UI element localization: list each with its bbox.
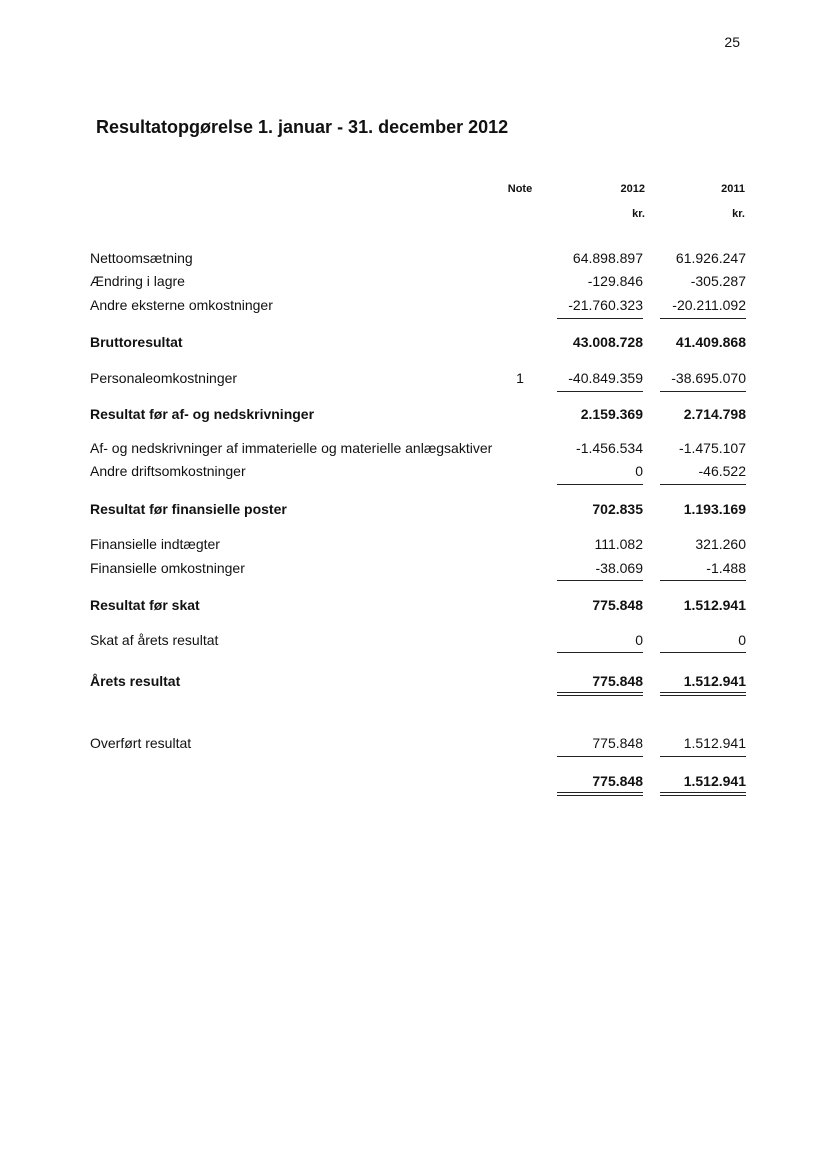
table-row-subtotal [0,597,825,619]
table-row-subtotal [0,334,825,356]
row-label: Finansielle indtægter [90,536,220,552]
subtotal-line [660,484,746,485]
total-double-line [660,795,746,796]
value-2011: 41.409.868 [675,334,746,350]
subtotal-line [660,652,746,653]
row-label: Nettoomsætning [90,250,193,266]
value-2012: 111.082 [594,536,643,552]
subtotal-line [660,391,746,392]
row-label: Årets resultat [90,673,181,689]
subtotal-line [557,391,643,392]
value-2012: -38.069 [595,560,643,576]
row-label: Finansielle omkostninger [90,560,245,576]
value-2011: -38.695.070 [671,370,746,386]
table-row [0,273,825,295]
total-double-line [557,795,643,796]
value-2011: 1.512.941 [683,735,746,751]
table-row [0,250,825,272]
value-2012: 64.898.897 [572,250,643,266]
row-label: Andre eksterne omkostninger [90,297,273,313]
note-reference: 1 [516,370,524,386]
table-row [0,560,825,582]
row-label: Ændring i lagre [90,273,185,289]
row-label: Overført resultat [90,735,192,751]
table-row [0,536,825,558]
subtotal-line [660,580,746,581]
row-label: Bruttoresultat [90,334,183,350]
row-label: Af- og nedskrivninger af immaterielle og materielle anlægsaktiver [90,440,493,456]
row-label: Resultat før skat [90,597,200,613]
value-2012: 775.848 [592,735,643,751]
value-2011: 2.714.798 [683,406,746,422]
total-double-line [660,695,746,696]
value-2012: -21.760.323 [568,297,643,313]
column-unit-2012: kr. [632,208,645,220]
row-label: Resultat før af- og nedskrivninger [90,406,315,422]
row-label: Skat af årets resultat [90,632,219,648]
value-2011: 61.926.247 [675,250,746,266]
value-2011: 1.512.941 [683,773,746,789]
row-label: Resultat før finansielle poster [90,501,287,517]
table-row [0,632,825,654]
value-2012: 2.159.369 [580,406,643,422]
value-2011: 0 [738,632,746,648]
total-double-line [660,692,746,693]
value-2012: -1.456.534 [576,440,643,456]
page-title: Resultatopgørelse 1. januar - 31. december 2012 [96,117,509,137]
table-row [0,463,825,485]
total-double-line [557,792,643,793]
value-2012: 0 [635,632,643,648]
total-double-line [557,695,643,696]
value-2012: 43.008.728 [572,334,643,350]
value-2012: -40.849.359 [568,370,643,386]
subtotal-line [557,756,643,757]
value-2011: -46.522 [698,463,746,479]
value-2011: -305.287 [690,273,746,289]
subtotal-line [660,756,746,757]
column-unit-2011: kr. [732,208,745,220]
subtotal-line [660,318,746,319]
value-2012: -129.846 [587,273,643,289]
row-label: Andre driftsomkostninger [90,463,246,479]
column-header-2012: 2012 [620,183,645,195]
value-2012: 0 [635,463,643,479]
table-row-subtotal [0,501,825,523]
table-row [0,440,825,462]
page-number: 25 [724,34,740,50]
total-double-line [660,792,746,793]
value-2011: 321.260 [695,536,746,552]
table-row-subtotal [0,406,825,428]
table-row [0,735,825,757]
total-double-line [557,692,643,693]
subtotal-line [557,318,643,319]
column-header-2011: 2011 [721,183,745,195]
value-2011: 1.193.169 [683,501,746,517]
table-row [0,370,825,392]
row-label: Personaleomkostninger [90,370,238,386]
value-2012: 775.848 [592,773,643,789]
value-2012: 775.848 [592,673,643,689]
value-2011: 1.512.941 [683,597,746,613]
column-header-note: Note [507,183,533,195]
subtotal-line [557,652,643,653]
value-2011: 1.512.941 [683,673,746,689]
value-2011: -20.211.092 [672,297,746,313]
table-row [0,297,825,319]
value-2011: -1.488 [706,560,746,576]
value-2012: 775.848 [592,597,643,613]
value-2011: -1.475.107 [679,440,746,456]
subtotal-line [557,484,643,485]
value-2012: 702.835 [592,501,643,517]
subtotal-line [557,580,643,581]
